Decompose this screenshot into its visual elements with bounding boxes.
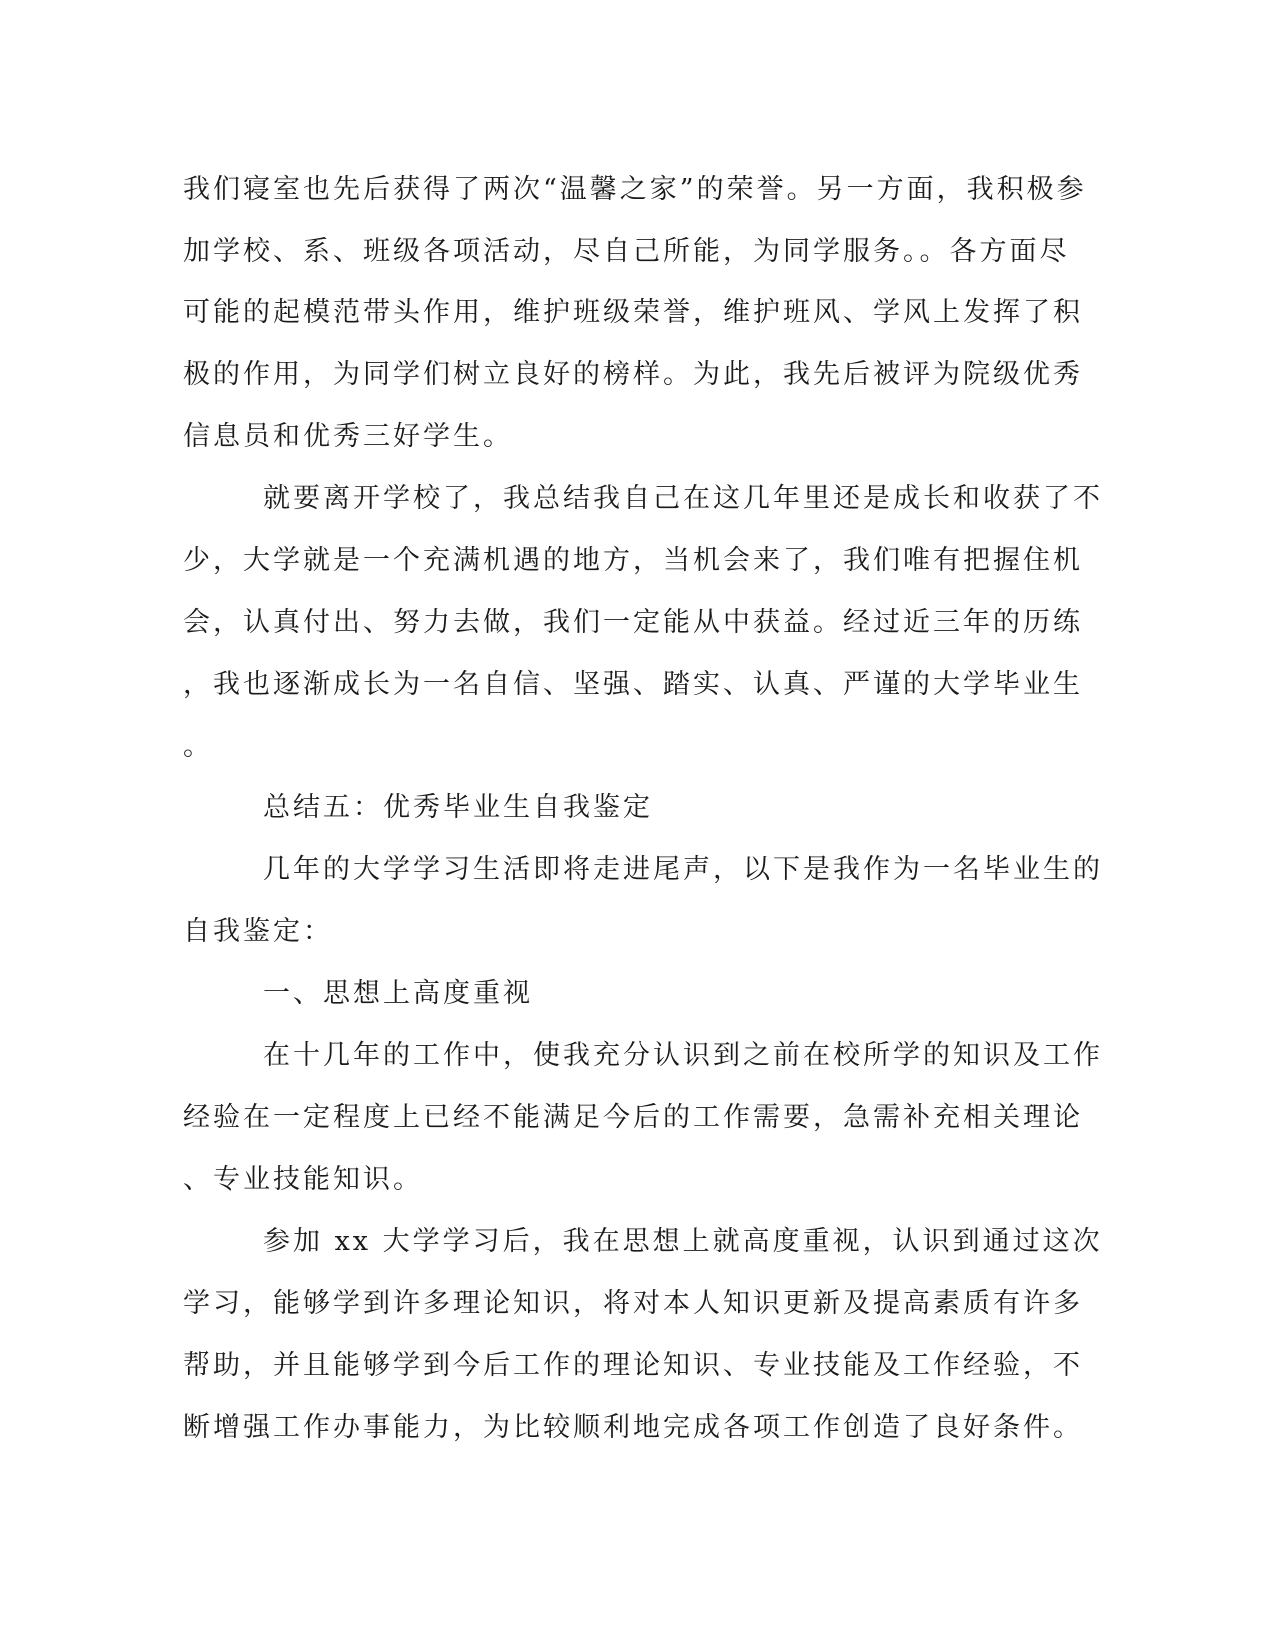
text-line: 少，大学就是一个充满机遇的地方，当机会来了，我们唯有把握住机 xyxy=(183,545,1083,576)
text-line: ，我也逐渐成长为一名自信、坚强、踏实、认真、严谨的大学毕业生 xyxy=(183,669,1083,700)
text-line: 极的作用，为同学们树立良好的榜样。为此，我先后被评为院级优秀 xyxy=(183,359,1083,390)
text-line: 可能的起模范带头作用，维护班级荣誉，维护班风、学风上发挥了积 xyxy=(183,297,1083,328)
text-line: 。 xyxy=(183,731,213,762)
text-line: 断增强工作办事能力，为比较顺利地完成各项工作创造了良好条件。 xyxy=(183,1412,1083,1443)
text-line: 、专业技能知识。 xyxy=(183,1164,423,1195)
section-heading: 总结五：优秀毕业生自我鉴定 xyxy=(263,792,653,823)
text-line: 会，认真付出、努力去做，我们一定能从中获益。经过近三年的历练 xyxy=(183,607,1083,638)
text-line: 信息员和优秀三好学生。 xyxy=(183,421,513,452)
text-line: 就要离开学校了，我总结我自己在这几年里还是成长和收获了不 xyxy=(263,483,1103,514)
text-line: 参加 xx 大学学习后，我在思想上就高度重视，认识到通过这次 xyxy=(263,1226,1103,1257)
text-line: 几年的大学学习生活即将走进尾声，以下是我作为一名毕业生的 xyxy=(263,854,1103,885)
text-line: 帮助，并且能够学到今后工作的理论知识、专业技能及工作经验，不 xyxy=(183,1350,1083,1381)
text-line: 经验在一定程度上已经不能满足今后的工作需要，急需补充相关理论 xyxy=(183,1102,1083,1133)
text-line: 学习，能够学到许多理论知识，将对本人知识更新及提高素质有许多 xyxy=(183,1288,1083,1319)
subsection-heading: 一、思想上高度重视 xyxy=(263,978,533,1009)
text-line: 我们寝室也先后获得了两次“温馨之家”的荣誉。另一方面，我积极参 xyxy=(183,174,1087,205)
text-line: 加学校、系、班级各项活动，尽自己所能，为同学服务。。各方面尽 xyxy=(183,236,1070,267)
text-line: 自我鉴定： xyxy=(183,916,333,947)
text-line: 在十几年的工作中，使我充分认识到之前在校所学的知识及工作 xyxy=(263,1040,1103,1071)
